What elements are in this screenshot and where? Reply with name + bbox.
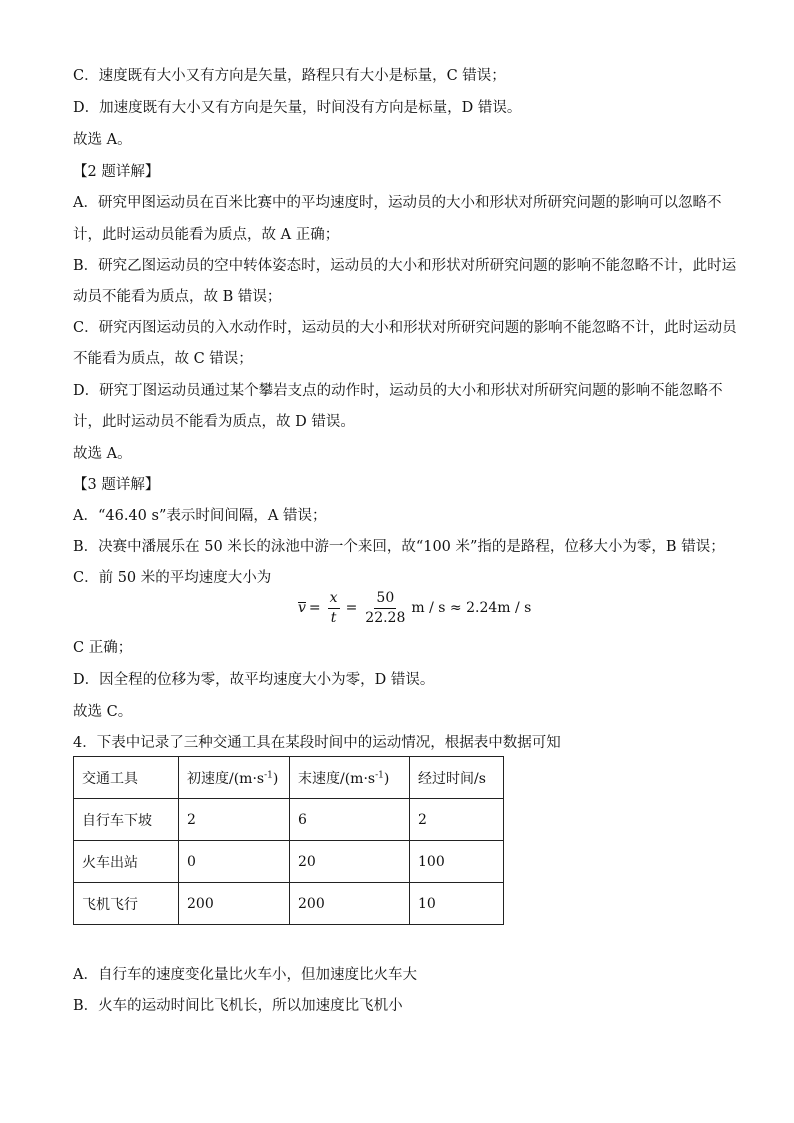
header-text: 初速度/(m·s (187, 770, 265, 787)
table-cell: 200 (179, 883, 290, 925)
formula-fraction-values (363, 590, 407, 627)
text-line: C 正确； (73, 640, 133, 656)
header-text: 末速度/(m·s (298, 770, 376, 787)
table-row (74, 799, 504, 841)
header-sup: -1 (264, 769, 273, 780)
table-header-cell: 经过时间/s (410, 757, 504, 799)
table-header-cell (179, 757, 290, 799)
formula-equals: = (308, 600, 321, 616)
answer-option-b: B．火车的运动时间比飞机长，所以加速度比飞机小 (73, 998, 403, 1014)
table-header-cell (290, 757, 410, 799)
answer-option-a: A．自行车的速度变化量比火车小，但加速度比火车大 (73, 967, 417, 983)
table-header-row (74, 757, 504, 799)
formula-fraction-xt (328, 590, 340, 627)
text-line: A．研究甲图运动员在百米比赛中的平均速度时，运动员的大小和形状对所研究问题的影响可以忽略不 (73, 195, 722, 211)
table-cell: 0 (179, 841, 290, 883)
vehicle-motion-table (73, 756, 504, 925)
formula-t: t (330, 609, 337, 626)
header-sup: -1 (375, 769, 384, 780)
text-line: 故选 A。 (73, 132, 132, 148)
section-heading: 【3 题详解】 (73, 477, 160, 493)
text-line: B．研究乙图运动员的空中转体姿态时，运动员的大小和形状对所研究问题的影响不能忽略不计，此时运 (73, 258, 737, 274)
text-line: A．“46.40 s”表示时间间隔，A 错误； (73, 508, 327, 524)
text-line: 故选 A。 (73, 446, 132, 462)
text-line: D．研究丁图运动员通过某个攀岩支点的动作时，运动员的大小和形状对所研究问题的影响不能忽略不 (73, 383, 723, 399)
text-line: 计，此时运动员不能看为质点，故 D 错误。 (73, 414, 355, 430)
text-line: 故选 C。 (73, 704, 133, 720)
velocity-formula (298, 588, 531, 628)
text-line: D．因全程的位移为零，故平均速度大小为零，D 错误。 (73, 672, 435, 688)
table-cell: 火车出站 (74, 841, 179, 883)
formula-denominator: 22.28 (365, 609, 406, 626)
table-cell: 10 (410, 883, 504, 925)
table-cell: 2 (179, 799, 290, 841)
table-row (74, 883, 504, 925)
text-line: 计，此时运动员能看为质点，故 A 正确； (73, 227, 340, 243)
table-header-cell: 交通工具 (74, 757, 179, 799)
table-row (74, 841, 504, 883)
header-text-end: ) (272, 770, 279, 787)
table-cell: 20 (290, 841, 410, 883)
text-line: 动员不能看为质点，故 B 错误； (73, 289, 282, 305)
table-cell: 2 (410, 799, 504, 841)
text-line: D．加速度既有大小又有方向是矢量，时间没有方向是标量，D 错误。 (73, 100, 522, 116)
section-heading: 【2 题详解】 (73, 164, 160, 180)
text-line: B．决赛中潘展乐在 50 米长的泳池中游一个来回，故“100 米”指的是路程，位移大小为零，B 错误； (73, 539, 725, 555)
formula-v: v (298, 600, 306, 616)
table-cell: 200 (290, 883, 410, 925)
formula-x: x (328, 590, 340, 609)
table-cell: 6 (290, 799, 410, 841)
table-cell: 100 (410, 841, 504, 883)
text-line: C．速度既有大小又有方向是矢量，路程只有大小是标量，C 错误； (73, 68, 506, 84)
header-text-end: ) (383, 770, 390, 787)
text-line: C．研究丙图运动员的入水动作时，运动员的大小和形状对所研究问题的影响不能忽略不计，此时运动员 (73, 320, 737, 336)
formula-equals: = (345, 600, 358, 616)
text-line: 不能看为质点，故 C 错误； (73, 351, 253, 367)
table-cell: 自行车下坡 (74, 799, 179, 841)
formula-numerator: 50 (374, 590, 396, 609)
formula-result: m / s ≈ 2.24m / s (411, 600, 532, 616)
text-line: C．前 50 米的平均速度大小为 (73, 570, 272, 586)
table-cell: 飞机飞行 (74, 883, 179, 925)
question-stem: 4．下表中记录了三种交通工具在某段时间中的运动情况，根据表中数据可知 (73, 735, 561, 751)
